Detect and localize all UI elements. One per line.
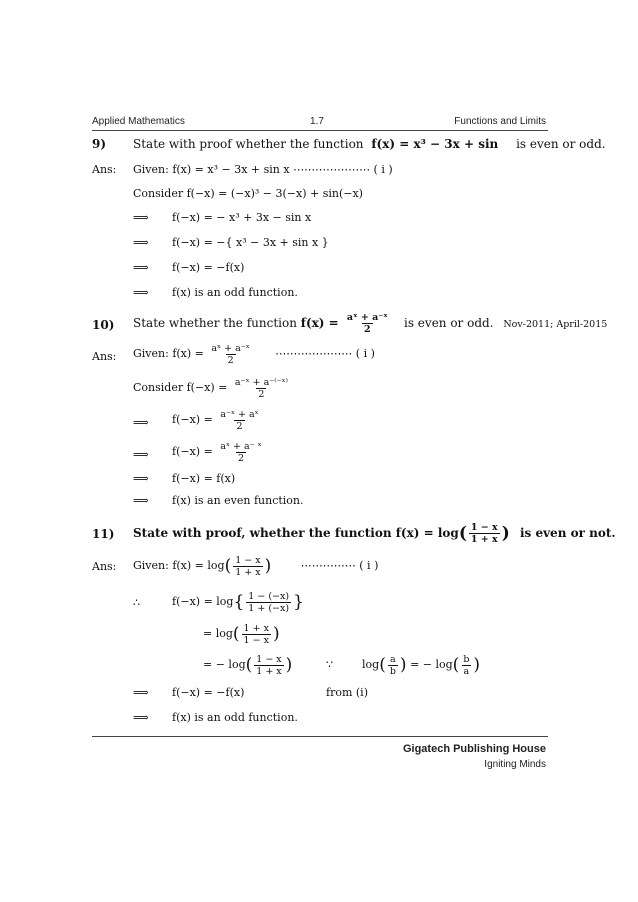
- q10-text: State whether the function: [133, 316, 297, 330]
- q9-text: State with proof whether the function: [133, 137, 364, 151]
- header-chapter: Functions and Limits: [454, 116, 546, 127]
- therefore-icon: ∴: [133, 596, 140, 609]
- q11-ans-label: Ans:: [92, 560, 117, 573]
- implies-icon: ⟹: [133, 472, 149, 485]
- q11-question: [133, 518, 616, 549]
- q10-question: [133, 311, 607, 337]
- header-subject: Applied Mathematics: [92, 116, 185, 127]
- q10-number: 10): [92, 318, 115, 332]
- log-rule: log( $\frac{a}{b}$ ) = − log( $\frac{b}{a}$ ): [362, 653, 481, 677]
- implies-icon: ⟹: [133, 286, 149, 299]
- q10-consider: Consider f(−x) = $\frac{\text{a⁻ˣ + a⁻⁽⁻ˣ⁾}}{2}$: [133, 376, 288, 400]
- q11-function: f(x) = log( $\frac{1 - x}{1 + x}$ ): [395, 522, 510, 545]
- q10-step-4: f(x) is an even function.: [172, 494, 304, 507]
- page-number: 1.7: [310, 116, 324, 127]
- q10-ans-label: Ans:: [92, 350, 117, 363]
- q9-step-2: f(−x) = −{ x³ − 3x + sin x }: [172, 236, 329, 249]
- q9-consider: Consider f(−x) = (−x)³ − 3(−x) + sin(−x): [133, 187, 363, 200]
- q11-text: State with proof, whether the function: [133, 526, 392, 540]
- q10-function: f(x) = $\frac{\text{aˣ + a⁻ˣ}}{2}$: [300, 312, 388, 335]
- q11-number: 11): [92, 527, 115, 541]
- q10-step-3: f(−x) = f(x): [172, 472, 236, 485]
- q11-step-1: f(−x) = −f(x): [172, 686, 245, 699]
- footer-tagline: Igniting Minds: [484, 759, 546, 770]
- q11-line-2: = log( $\frac{1 + x}{1 - x}$ ): [203, 622, 280, 646]
- q11-step-2: f(x) is an odd function.: [172, 711, 298, 724]
- implies-icon: ⟹: [133, 236, 149, 249]
- footer-publisher: Gigatech Publishing House: [402, 743, 546, 755]
- q9-tail: is even or odd.: [516, 137, 606, 151]
- q9-step-3: f(−x) = −f(x): [172, 261, 245, 274]
- q11-step-1-reference: from (i): [326, 686, 368, 699]
- q10-exam-reference: Nov-2011; April-2015: [503, 319, 608, 330]
- implies-icon: ⟹: [133, 686, 149, 699]
- header-rule: [92, 130, 548, 131]
- q9-number: 9): [92, 137, 107, 151]
- q11-given: Given: f(x) = log( $\frac{1 - x}{1 + x}$ ) ⋯⋯⋯⋯⋯ ( i ): [133, 554, 379, 578]
- implies-icon: ⟹: [133, 261, 149, 274]
- implies-icon: ⟹: [133, 448, 149, 461]
- q11-line-1: f(−x) = log{ $\frac{1 - (-x)}{1 + (-x)}$ }: [172, 590, 304, 614]
- q9-step-1: f(−x) = − x³ + 3x − sin x: [172, 211, 312, 224]
- q9-ans-label: Ans:: [92, 163, 117, 176]
- implies-icon: ⟹: [133, 416, 149, 429]
- q10-given: Given: f(x) = $\frac{\text{aˣ + a⁻ˣ}}{2}$ ⋯⋯⋯⋯⋯⋯⋯ ( i ): [133, 342, 375, 366]
- q9-question: [133, 137, 606, 151]
- q11-line-3: = − log( $\frac{1 - x}{1 + x}$ ): [203, 653, 293, 677]
- q10-tail: is even or odd.: [404, 316, 494, 330]
- q11-tail: is even or not.: [519, 526, 616, 540]
- q9-step-4: f(x) is an odd function.: [172, 286, 298, 299]
- because-icon: ∵: [326, 658, 333, 671]
- implies-icon: ⟹: [133, 494, 149, 507]
- q10-step-1: f(−x) = $\frac{\text{a⁻ˣ + aˣ}}{2}$: [172, 408, 259, 432]
- implies-icon: ⟹: [133, 211, 149, 224]
- q9-function: f(x) = x³ − 3x + sin: [371, 137, 499, 151]
- q9-given: Given: f(x) = x³ − 3x + sin x ⋯⋯⋯⋯⋯⋯⋯ ( i ): [133, 163, 393, 176]
- implies-icon: ⟹: [133, 711, 149, 724]
- footer-rule: [92, 736, 548, 737]
- q10-step-2: f(−x) = $\frac{\text{aˣ + a⁻ ˣ}}{2}$: [172, 440, 262, 464]
